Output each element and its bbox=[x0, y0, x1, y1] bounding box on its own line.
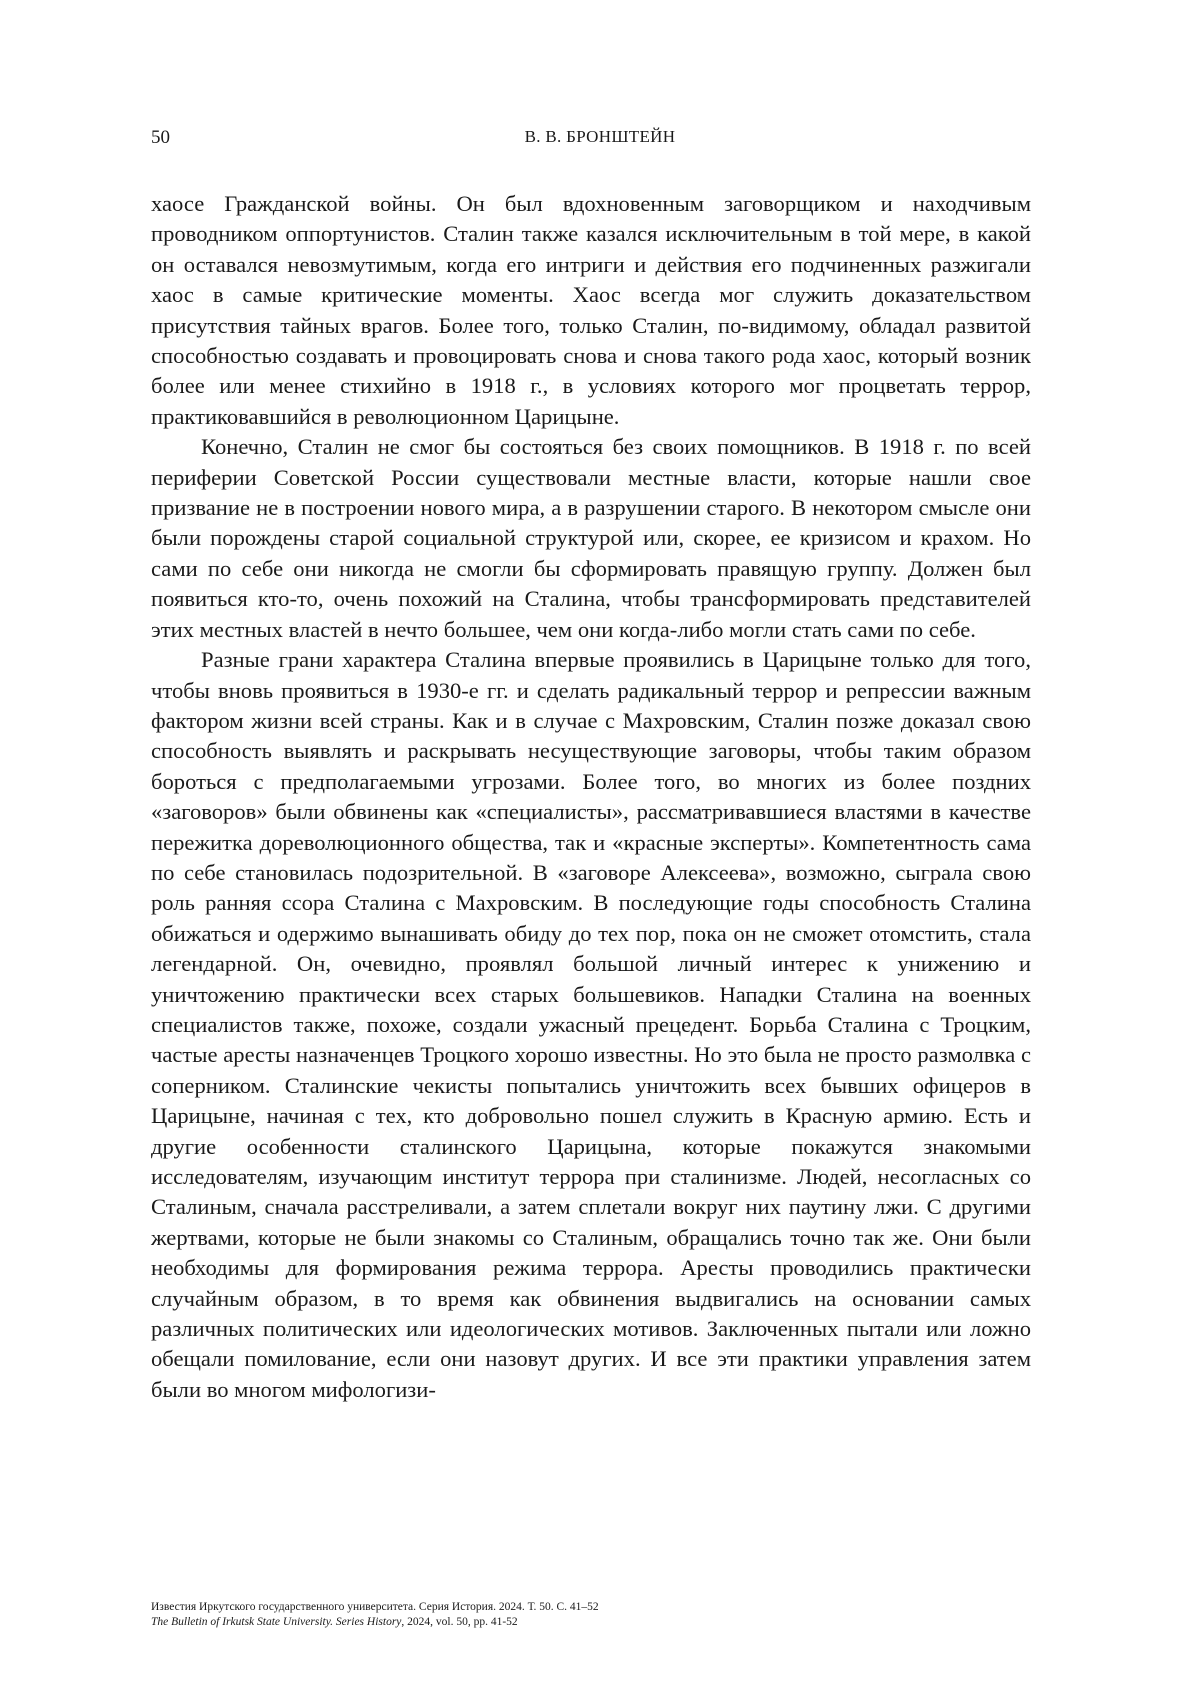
footer-journal-en-title: The Bulletin of Irkutsk State University. Series History bbox=[151, 1616, 401, 1628]
paragraph-3: Разные грани характера Сталина впервые проявились в Царицыне только для того, чтобы вновь проявиться в 1930-е гг. и сделать радикальный террор и репрессии важным фактором жизни всей страны. Как и в случае с Махровским, Сталин позже доказал свою способность выявлять и раскрывать несуществующие заговоры, чтобы таким образом бороться с предполагаемыми угрозами. Более того, во многих из более поздних «заговоров» были обвинены как «специалисты», рассматривавшиеся властями в качестве пережитка дореволюционного общества, так и «красные эксперты». Компетентность сама по себе становилась подозрительной. В «заговоре Алексеева», возможно, сыграла свою роль ранняя ссора Сталина с Махровским. В последующие годы способность Сталина обижаться и одержимо вынашивать обиду до тех пор, пока он не сможет отомстить, стала легендарной. Он, очевидно, проявлял большой личный интерес к унижению и уничтожению практически всех старых большевиков. Нападки Сталина на военных специалистов также, похоже, создали ужасный прецедент. Борьба Сталина с Троцким, частые аресты назначенцев Троцкого хорошо известны. Но это была не просто размолвка с соперником. Сталинские чекисты попытались уничтожить всех бывших офицеров в Царицыне, начиная с тех, кто добровольно пошел служить в Красную армию. Есть и другие особенности сталинского Царицына, которые покажутся знакомыми исследователям, изучающим институт террора при сталинизме. Людей, несогласных со Сталиным, сначала расстреливали, а затем сплетали вокруг них паутину лжи. С другими жертвами, которые не были знакомы со Сталиным, обращались точно так же. Они были необходимы для формирования режима террора. Аресты проводились практически случайным образом, в то время как обвинения выдвигались на основании самых различных политических или идеологических мотивов. Заключенных пытали или ложно обещали помилование, если они назовут других. И все эти практики управления затем были во многом мифологизи- bbox=[151, 645, 1031, 1405]
footer-journal-en bbox=[151, 1615, 599, 1630]
running-head-author: В. В. БРОНШТЕЙН bbox=[0, 127, 1200, 147]
footer-journal-en-details: , 2024, vol. 50, pp. 41-52 bbox=[401, 1616, 517, 1628]
paragraph-1: хаосе Гражданской войны. Он был вдохновенным заговорщиком и находчивым проводником оппортунистов. Сталин также казался исключительным в той мере, в какой он оставался невозмутимым, когда его интриги и действия его подчиненных разжигали хаос в самые критические моменты. Хаос всегда мог служить доказательством присутствия тайных врагов. Более того, только Сталин, по-видимому, обладал развитой способностью создавать и провоцировать снова и снова такого рода хаос, который возник более или менее стихийно в 1918 г., в условиях которого мог процветать террор, практиковавшийся в революционном Царицыне. bbox=[151, 189, 1031, 432]
paragraph-2: Конечно, Сталин не смог бы состояться без своих помощников. В 1918 г. по всей периферии Советской России существовали местные власти, которые нашли свое призвание не в построении нового мира, а в разрушении старого. В некотором смысле они были порождены старой социальной структурой или, скорее, ее кризисом и крахом. Но сами по себе они никогда не смогли бы сформировать правящую группу. Должен был появиться кто-то, очень похожий на Сталина, чтобы трансформировать представителей этих местных властей в нечто большее, чем они когда-либо могли стать сами по себе. bbox=[151, 432, 1031, 645]
footer-journal-ru: Известия Иркутского государственного университета. Серия История. 2024. Т. 50. С. 41–52 bbox=[151, 1600, 599, 1615]
article-body bbox=[151, 189, 1031, 1405]
page-number: 50 bbox=[151, 127, 170, 149]
page-footer bbox=[151, 1600, 599, 1630]
